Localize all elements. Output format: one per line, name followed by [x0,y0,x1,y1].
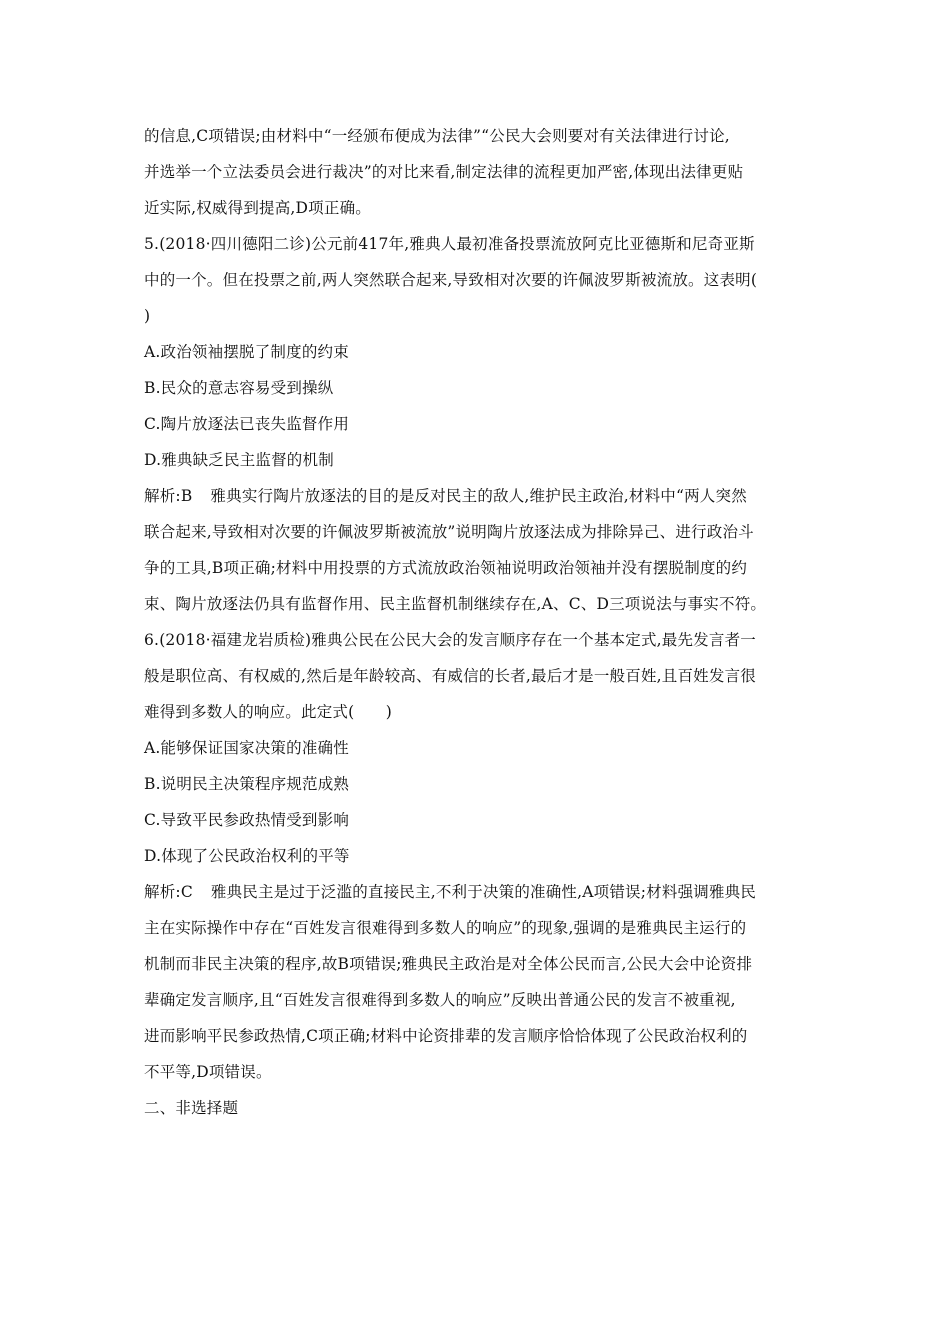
question-stem-line: 6.(2018·福建龙岩质检)雅典公民在公民大会的发言顺序存在一个基本定式,最先发言者一 [144,631,756,649]
analysis-text: 雅典民主是过于泛滥的直接民主,不利于决策的准确性,A项错误;材料强调雅典民 [210,883,757,901]
question-stem-line: ) [144,307,151,325]
previous-analysis [144,118,810,226]
option-b: B.说明民主决策程序规范成熟 [144,775,350,793]
question-stem-line: 中的一个。但在投票之前,两人突然联合起来,导致相对次要的许佩波罗斯被流放。这表明( [144,271,758,289]
analysis-line: 辈确定发言顺序,且“百姓发言很难得到多数人的响应”反映出普通公民的发言不被重视, [144,991,736,1009]
analysis-label: 解析:B [144,487,193,505]
question-6 [144,622,810,1090]
option-b: B.民众的意志容易受到操纵 [144,379,334,397]
option-a: A.能够保证国家决策的准确性 [144,739,349,757]
analysis-line: 机制而非民主决策的程序,故B项错误;雅典民主政治是对全体公民而言,公民大会中论资排 [144,955,753,973]
analysis-line: 主在实际操作中存在“百姓发言很难得到多数人的响应”的现象,强调的是雅典民主运行的 [144,919,747,937]
section-heading: 二、非选择题 [144,1099,239,1117]
option-d: D.雅典缺乏民主监督的机制 [144,451,334,469]
text-line: 近实际,权威得到提高,D项正确。 [144,199,371,217]
option-c: C.导致平民参政热情受到影响 [144,811,350,829]
question-5 [144,226,810,622]
analysis-line: 进而影响平民参政热情,C项正确;材料中论资排辈的发言顺序恰恰体现了公民政治权利的 [144,1027,748,1045]
option-c: C.陶片放逐法已丧失监督作用 [144,415,350,433]
question-stem-line: 5.(2018·四川德阳二诊)公元前417年,雅典人最初准备投票流放阿克比亚德斯和尼奇亚斯 [144,235,755,253]
analysis-line [144,874,810,910]
analysis-text: 雅典实行陶片放逐法的目的是反对民主的敌人,维护民主政治,材料中“两人突然 [210,487,747,505]
text-line: 的信息,C项错误;由材料中“一经颁布便成为法律”“公民大会则要对有关法律进行讨论, [144,127,730,145]
text-line: 并选举一个立法委员会进行裁决”的对比来看,制定法律的流程更加严密,体现出法律更贴 [144,163,744,181]
analysis-line [144,478,810,514]
analysis-line: 束、陶片放逐法仍具有监督作用、民主监督机制继续存在,A、C、D三项说法与事实不符。 [144,595,767,613]
document-page [144,118,810,1126]
option-d: D.体现了公民政治权利的平等 [144,847,350,865]
analysis-line: 不平等,D项错误。 [144,1063,272,1081]
option-a: A.政治领袖摆脱了制度的约束 [144,343,349,361]
question-stem-line: 难得到多数人的响应。此定式( ) [144,703,392,721]
analysis-label: 解析:C [144,883,193,901]
analysis-line: 联合起来,导致相对次要的许佩波罗斯被流放”说明陶片放逐法成为排除异己、进行政治斗 [144,523,754,541]
analysis-line: 争的工具,B项正确;材料中用投票的方式流放政治领袖说明政治领袖并没有摆脱制度的约 [144,559,748,577]
question-stem-line: 般是职位高、有权威的,然后是年龄较高、有威信的长者,最后才是一般百姓,且百姓发言很 [144,667,756,685]
